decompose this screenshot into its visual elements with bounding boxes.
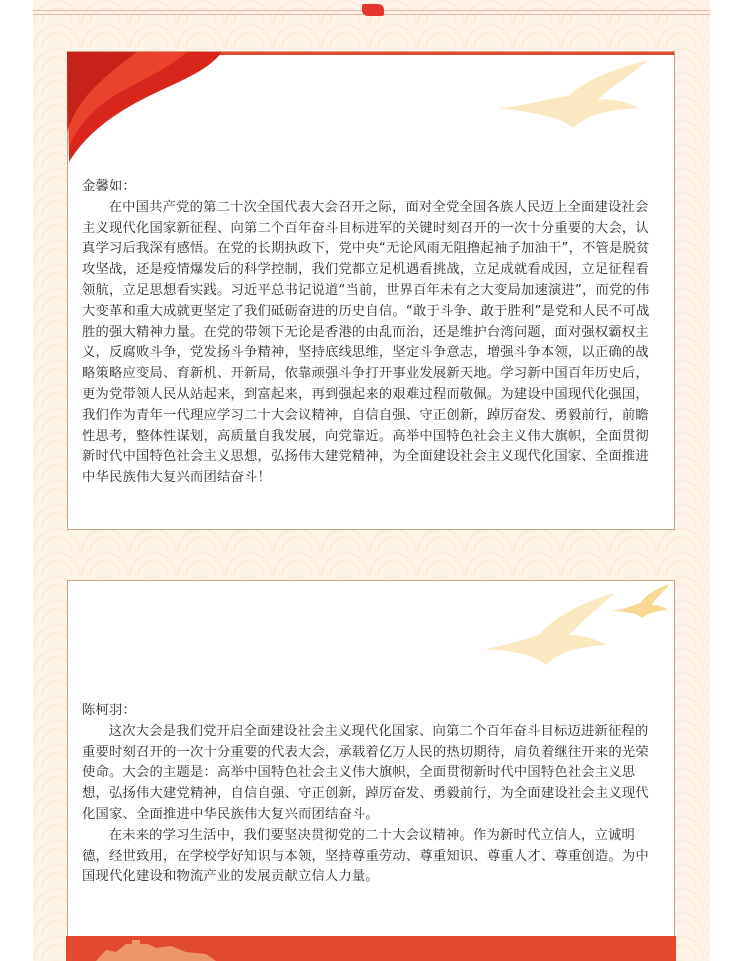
dove-icon [478, 58, 658, 138]
comment-body-1 [82, 177, 658, 489]
red-ribbon-icon [67, 52, 227, 164]
comment-paragraph: 在中国共产党的第二十次全国代表大会召开之际，面对全党全国各族人民迈上全面建设社会主义现代化国家新征程、向第二个百年奋斗目标进军的关键时刻召开的一次十分重要的大会，认真学习后我深有感悟。在党的长期执政下，党中央“无论风雨无阻撸起袖子加油干”，不管是脱贫攻坚战，还是疫情爆发后的科学控制，我们党都立足机遇看挑战，立足成就看成因，立足征程看领航，立足思想看实践。习近平总书记说道“当前，世界百年未有之大变局加速演进”，而党的伟大变革和重大成就更坚定了我们砥砺奋进的历史自信。“敢于斗争、敢于胜利”是党和人民不可战胜的强大精神力量。在党的带领下无论是香港的由乱而治，还是维护台湾问题，面对强权霸权主义，反腐败斗争，党发扬斗争精神，坚持底线思维，坚定斗争意志，增强斗争本领，以正确的战略策略应变局、育新机、开新局，依靠顽强斗争打开事业发展新天地。学习新中国百年历史后，更为党带领人民从站起来，到富起来，再到强起来的艰难过程而敬佩。为建设中国现代化强国，我们作为青年一代理应学习二十大会议精神，自信自强、守正创新，踔厉奋发、勇毅前行，前瞻性思考，整体性谋划，高质量自我发展，向党靠近。高举中国特色社会主义伟大旗帜，全面贯彻新时代中国特色社会主义思想，弘扬伟大建党精神，为全面建设社会主义现代化国家、全面推进中华民族伟大复兴而团结奋斗！ [82, 199, 650, 486]
comment-card-1 [67, 51, 675, 530]
author-name: 陈柯羽： [82, 703, 136, 718]
great-wall-icon [96, 936, 216, 961]
footer-banner [66, 936, 676, 961]
author-name: 金馨如： [82, 179, 136, 194]
dove-icon [464, 589, 624, 669]
comment-paragraph: 在未来的学习生活中，我们要坚决贯彻党的二十大会议精神。作为新时代立信人，立诚明德，经世致用，在学校学好知识与本领，坚持尊重劳动、尊重知识、尊重人才、尊重创造。为中国现代化建设和物流产业的发展贡献立信人力量。 [82, 827, 649, 885]
comment-paragraph: 这次大会是我们党开启全面建设社会主义现代化国家、向第二个百年奋斗目标迈进新征程的重要时刻召开的一次十分重要的代表大会，承载着亿万人民的热切期待，肩负着继往开来的光荣使命。大会的主题是：高举中国特色社会主义伟大旗帜，全面贯彻新时代中国特色社会主义思想，弘扬伟大建党精神，自信自强、守正创新，踔厉奋发、勇毅前行，为全面建设社会主义现代化国家、全面推进中华民族伟大复兴而团结奋斗。 [82, 723, 649, 822]
comment-body-2 [82, 701, 658, 888]
red-flag-icon [362, 4, 384, 16]
comment-card-2 [67, 580, 675, 961]
